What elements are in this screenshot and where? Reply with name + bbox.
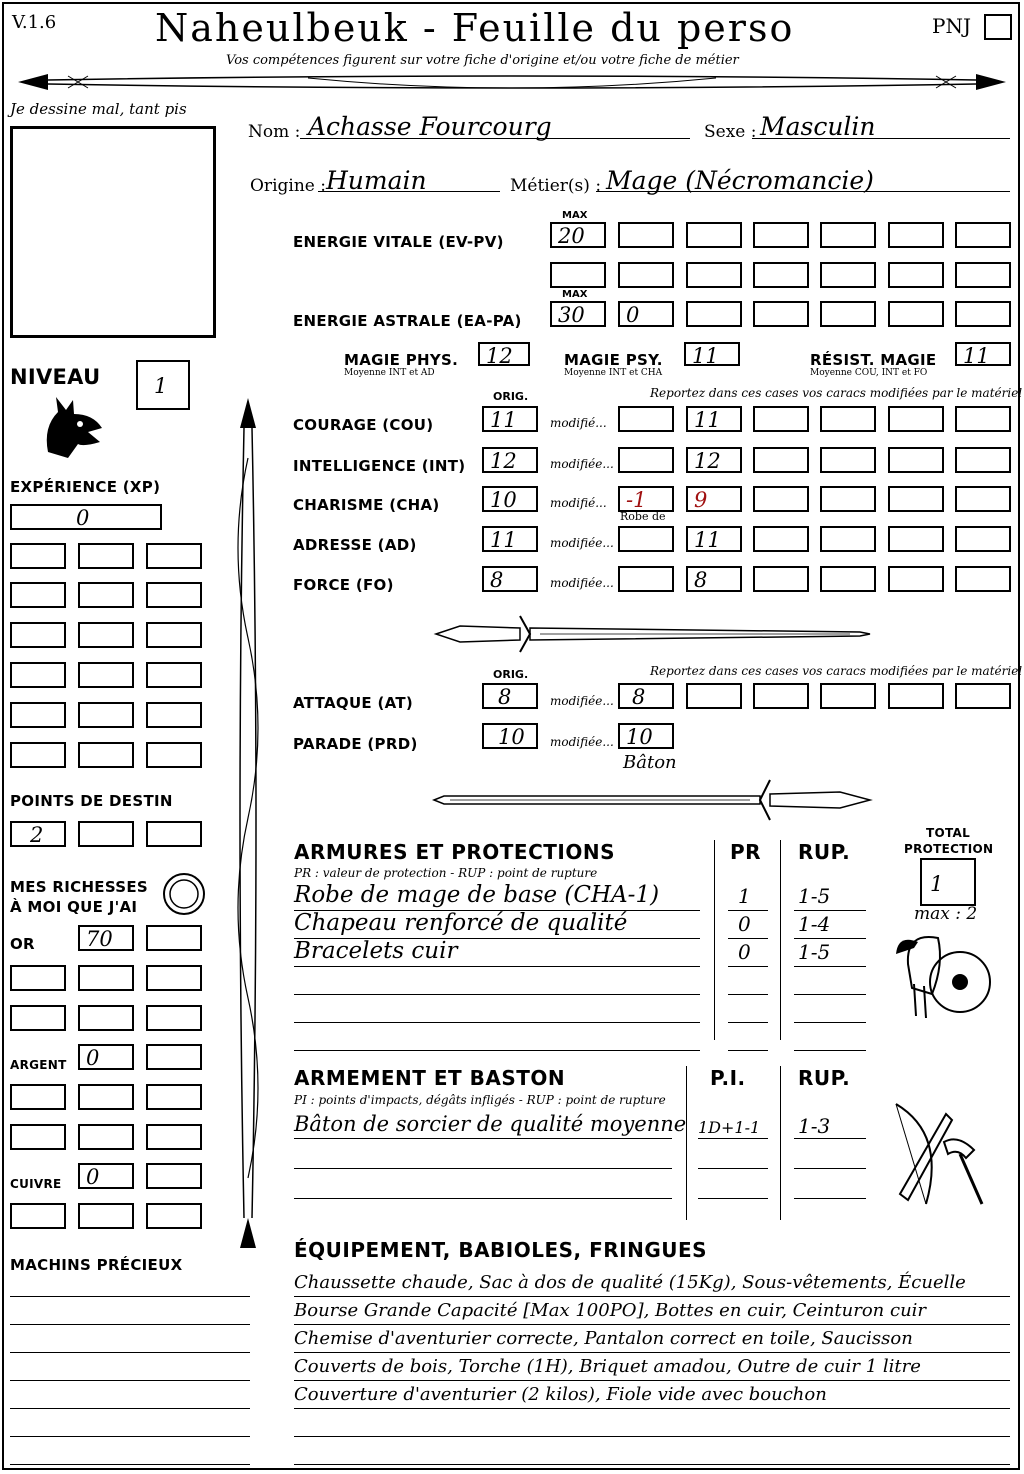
carac-extra-box[interactable] <box>955 447 1011 473</box>
arme-name-line <box>294 1138 672 1139</box>
at-mod-box[interactable]: 8 <box>618 683 674 709</box>
at-extra-box[interactable] <box>753 683 809 709</box>
armure-rup: 1-5 <box>798 940 831 964</box>
prd-label: PARADE (PRD) <box>293 735 418 753</box>
destin-box-2[interactable] <box>78 821 134 847</box>
nom-value[interactable]: Achasse Fourcourg <box>308 112 552 141</box>
armures-divider-1 <box>714 840 715 1040</box>
pnj-label: PNJ <box>932 14 971 38</box>
xp-box[interactable] <box>146 662 202 688</box>
caracs-orig-label: ORIG. <box>493 390 529 403</box>
xp-box[interactable] <box>10 622 66 648</box>
carac-extra-box[interactable] <box>888 486 944 512</box>
magie-phys-box[interactable]: 12 <box>478 342 530 366</box>
portrait-box[interactable] <box>10 126 216 338</box>
arme-name: Bâton de sorcier de qualité moyenne <box>294 1112 687 1136</box>
destin-box-1[interactable]: 2 <box>10 821 66 847</box>
xp-box[interactable] <box>146 582 202 608</box>
carac-extra-box[interactable] <box>820 566 876 592</box>
carac-label: ADRESSE (AD) <box>293 536 417 554</box>
equipement-line: Couverture d'aventurier (2 kilos), Fiole vide avec bouchon <box>294 1384 827 1405</box>
cuivre-label: CUIVRE <box>10 1177 62 1191</box>
armure-pr: 0 <box>738 912 751 936</box>
precieux-line <box>10 1436 250 1437</box>
carac-final-box[interactable]: 12 <box>686 447 742 473</box>
xp-box[interactable] <box>78 702 134 728</box>
total-protection-label-2: PROTECTION <box>904 842 994 856</box>
carac-label: COURAGE (COU) <box>293 416 434 434</box>
armure-rup-line <box>794 994 866 995</box>
precieux-line <box>10 1324 250 1325</box>
xp-box[interactable] <box>10 742 66 768</box>
cuivre-box[interactable] <box>78 1203 134 1229</box>
at-extra-box[interactable] <box>888 683 944 709</box>
xp-box[interactable] <box>146 702 202 728</box>
resist-magie-box[interactable]: 11 <box>955 342 1011 366</box>
argent-box[interactable] <box>78 1124 134 1150</box>
carac-extra-box[interactable] <box>955 486 1011 512</box>
dragon-head-icon <box>38 392 108 464</box>
armement-pi-header: P.I. <box>710 1066 746 1090</box>
cuivre-box[interactable] <box>10 1203 66 1229</box>
equipement-underline <box>294 1408 1010 1409</box>
or-box[interactable]: 70 <box>78 925 134 951</box>
magie-phys-note: Moyenne INT et AD <box>344 368 435 378</box>
precieux-line <box>10 1380 250 1381</box>
armure-name-line <box>294 994 700 995</box>
combat-report-note: Reportez dans ces cases vos caracs modifiées par le matériel <box>650 664 1023 678</box>
version-label: V.1.6 <box>12 12 57 33</box>
carac-extra-box[interactable] <box>820 447 876 473</box>
arme-rup-line <box>794 1198 866 1199</box>
total-protection-box[interactable]: 1 <box>920 858 976 906</box>
armure-rup: 1-5 <box>798 884 831 908</box>
or-label: OR <box>10 935 35 953</box>
xp-box[interactable] <box>146 543 202 569</box>
arme-name-line <box>294 1168 672 1169</box>
carac-extra-box[interactable] <box>753 566 809 592</box>
armure-pr-line <box>728 994 768 995</box>
magie-psy-box[interactable]: 11 <box>684 342 740 366</box>
portrait-caption: Je dessine mal, tant pis <box>10 100 187 118</box>
origine-value[interactable]: Humain <box>326 166 427 195</box>
resist-magie-note: Moyenne COU, INT et FO <box>810 368 928 378</box>
nom-label: Nom : <box>248 122 301 142</box>
at-label: ATTAQUE (AT) <box>293 694 414 712</box>
armure-rup: 1-4 <box>798 912 831 936</box>
spear-divider-top <box>8 62 1016 102</box>
or-box[interactable] <box>10 965 66 991</box>
carac-orig-box[interactable]: 11 <box>482 526 538 552</box>
armement-divider-2 <box>780 1066 781 1220</box>
ea-current-box[interactable]: 0 <box>618 301 674 327</box>
precieux-label: MACHINS PRÉCIEUX <box>10 1256 183 1274</box>
magie-psy-label: MAGIE PSY. <box>564 351 663 369</box>
niveau-box[interactable]: 1 <box>136 360 190 410</box>
prd-note: Bâton <box>623 752 677 773</box>
ev-box[interactable] <box>955 262 1011 288</box>
carac-label: INTELLIGENCE (INT) <box>293 457 466 475</box>
cuivre-box[interactable]: 0 <box>78 1163 134 1189</box>
armure-pr: 1 <box>738 884 751 908</box>
arme-pi: 1D+1-1 <box>698 1118 761 1137</box>
arme-rup: 1-3 <box>798 1114 831 1138</box>
armement-title: ARMEMENT ET BASTON <box>294 1066 566 1090</box>
armures-note: PR : valeur de protection - RUP : point de rupture <box>294 866 598 880</box>
or-box[interactable] <box>78 965 134 991</box>
equipement-underline <box>294 1324 1010 1325</box>
resist-magie-label: RÉSIST. MAGIE <box>810 351 937 369</box>
armement-rup-header: RUP. <box>798 1066 851 1090</box>
carac-extra-box[interactable] <box>753 406 809 432</box>
equipement-line: Bourse Grande Capacité [Max 100PO], Bottes en cuir, Ceinturon cuir <box>294 1300 927 1321</box>
equipement-line: Chemise d'aventurier correcte, Pantalon correct en toile, Saucisson <box>294 1328 913 1349</box>
richesses-label-1: MES RICHESSES <box>10 878 149 896</box>
argent-box[interactable] <box>10 1084 66 1110</box>
combat-orig-label: ORIG. <box>493 668 529 681</box>
armement-note: PI : points d'impacts, dégâts infligés - RUP : point de rupture <box>294 1093 666 1107</box>
ev-box[interactable] <box>618 262 674 288</box>
at-extra-box[interactable] <box>686 683 742 709</box>
metier-value[interactable]: Mage (Nécromancie) <box>606 166 874 195</box>
carac-orig-box[interactable]: 10 <box>482 486 538 512</box>
carac-extra-box[interactable] <box>955 526 1011 552</box>
sexe-line <box>752 138 1010 139</box>
sword-decoration-2 <box>430 774 874 826</box>
ev-box[interactable] <box>753 222 809 248</box>
equipement-underline <box>294 1352 1010 1353</box>
carac-mod-box[interactable] <box>618 447 674 473</box>
armure-pr-line <box>728 966 768 967</box>
helmet-shield-icon <box>888 924 994 1028</box>
equipement-underline <box>294 1464 1010 1465</box>
carac-orig-box[interactable]: 12 <box>482 447 538 473</box>
carac-extra-box[interactable] <box>753 447 809 473</box>
carac-final-box[interactable]: 11 <box>686 406 742 432</box>
carac-extra-box[interactable] <box>888 566 944 592</box>
equipement-underline <box>294 1380 1010 1381</box>
carac-extra-box[interactable] <box>955 566 1011 592</box>
carac-final-box[interactable]: 9 <box>686 486 742 512</box>
ea-box[interactable] <box>888 301 944 327</box>
carac-extra-box[interactable] <box>888 406 944 432</box>
armure-name-line <box>294 1050 700 1051</box>
ev-max-box[interactable]: 20 <box>550 222 606 248</box>
xp-box[interactable] <box>78 582 134 608</box>
carac-final-box[interactable]: 8 <box>686 566 742 592</box>
pnj-checkbox[interactable] <box>984 14 1012 40</box>
at-extra-box[interactable] <box>955 683 1011 709</box>
carac-extra-box[interactable] <box>753 526 809 552</box>
arme-rup-line <box>794 1168 866 1169</box>
xp-box[interactable] <box>146 742 202 768</box>
argent-label: ARGENT <box>10 1058 67 1072</box>
argent-box[interactable] <box>78 1084 134 1110</box>
sheet-subtitle: Vos compétences figurent sur votre fiche d'origine et/ou votre fiche de métier <box>226 53 739 68</box>
xp-box[interactable] <box>146 622 202 648</box>
armures-rup-header: RUP. <box>798 840 851 864</box>
armure-pr-line <box>728 1022 768 1023</box>
carac-mod-box[interactable] <box>618 406 674 432</box>
arme-name-line <box>294 1198 672 1199</box>
argent-box[interactable] <box>10 1124 66 1150</box>
armure-rup-line <box>794 1022 866 1023</box>
carac-mod-box[interactable]: -1 <box>618 486 674 512</box>
carac-extra-box[interactable] <box>820 406 876 432</box>
ea-max-box[interactable]: 30 <box>550 301 606 327</box>
armure-name: Robe de mage de base (CHA-1) <box>294 882 660 908</box>
ev-box[interactable] <box>820 222 876 248</box>
or-box[interactable] <box>78 1005 134 1031</box>
carac-mod-label: modifié... <box>550 496 607 510</box>
carac-extra-box[interactable] <box>753 486 809 512</box>
xp-box[interactable] <box>78 543 134 569</box>
ev-box[interactable] <box>888 222 944 248</box>
xp-box[interactable] <box>78 742 134 768</box>
argent-box-2[interactable] <box>146 1044 202 1070</box>
precieux-line <box>10 1408 250 1409</box>
xp-box[interactable]: 0 <box>10 504 162 530</box>
precieux-line <box>10 1352 250 1353</box>
nom-line <box>300 138 690 139</box>
or-box[interactable] <box>10 1005 66 1031</box>
ea-box[interactable] <box>820 301 876 327</box>
equipement-line: Chaussette chaude, Sac à dos de qualité (15Kg), Sous-vêtements, Écuelle <box>294 1272 966 1293</box>
armement-divider-1 <box>686 1066 687 1220</box>
carac-final-box[interactable]: 11 <box>686 526 742 552</box>
at-extra-box[interactable] <box>820 683 876 709</box>
equipement-title: ÉQUIPEMENT, BABIOLES, FRINGUES <box>294 1238 708 1262</box>
cuivre-box-2[interactable] <box>146 1163 202 1189</box>
argent-box[interactable] <box>146 1084 202 1110</box>
carac-mod-box[interactable] <box>618 566 674 592</box>
ev-box[interactable] <box>686 262 742 288</box>
equipement-underline <box>294 1436 1010 1437</box>
carac-label: CHARISME (CHA) <box>293 496 440 514</box>
armure-pr: 0 <box>738 940 751 964</box>
xp-box[interactable] <box>10 662 66 688</box>
at-orig-box[interactable]: 8 <box>482 683 538 709</box>
arme-pi-line <box>698 1138 768 1139</box>
niveau-label: NIVEAU <box>10 365 101 389</box>
xp-box[interactable] <box>10 582 66 608</box>
ea-box[interactable] <box>753 301 809 327</box>
or-box-2[interactable] <box>146 925 202 951</box>
xp-box[interactable] <box>78 622 134 648</box>
xp-label: EXPÉRIENCE (XP) <box>10 478 161 496</box>
cuivre-box[interactable] <box>146 1203 202 1229</box>
armure-pr-line <box>728 910 768 911</box>
origine-label: Origine : <box>250 176 326 196</box>
prd-orig-box[interactable]: 10 <box>482 723 538 749</box>
armure-name: Bracelets cuir <box>294 938 458 964</box>
armure-rup-line <box>794 938 866 939</box>
magie-phys-label: MAGIE PHYS. <box>344 351 459 369</box>
ev-box[interactable] <box>820 262 876 288</box>
armure-rup-line <box>794 1050 866 1051</box>
ev-box[interactable] <box>888 262 944 288</box>
armure-rup-line <box>794 910 866 911</box>
carac-extra-box[interactable] <box>888 447 944 473</box>
armures-pr-header: PR <box>730 840 762 864</box>
arme-pi-line <box>698 1168 768 1169</box>
ev-label: ENERGIE VITALE (EV-PV) <box>293 233 504 251</box>
carac-extra-box[interactable] <box>820 486 876 512</box>
sexe-value[interactable]: Masculin <box>760 112 876 141</box>
armure-rup-line <box>794 966 866 967</box>
at-mod-label: modifiée... <box>550 694 614 708</box>
ev-box[interactable] <box>550 262 606 288</box>
ea-box[interactable] <box>686 301 742 327</box>
or-box[interactable] <box>146 965 202 991</box>
metier-label: Métier(s) : <box>510 176 602 196</box>
carac-mod-label: modifiée... <box>550 536 614 550</box>
sheet-title: Naheulbeuk - Feuille du perso <box>155 6 795 50</box>
ev-box[interactable] <box>618 222 674 248</box>
armure-pr-line <box>728 938 768 939</box>
carac-extra-box[interactable] <box>888 526 944 552</box>
ea-max-label: MAX <box>562 289 588 300</box>
armure-pr-line <box>728 1050 768 1051</box>
xp-box[interactable] <box>10 702 66 728</box>
equipement-line: Couverts de bois, Torche (1H), Briquet amadou, Outre de cuir 1 litre <box>294 1356 921 1377</box>
ev-max-label: MAX <box>562 210 588 221</box>
ea-box[interactable] <box>955 301 1011 327</box>
precieux-line <box>10 1464 250 1465</box>
arme-rup-line <box>794 1138 866 1139</box>
armure-name-line <box>294 966 700 967</box>
or-box[interactable] <box>146 1005 202 1031</box>
carac-extra-box[interactable] <box>955 406 1011 432</box>
richesses-label-2: À MOI QUE J'AI <box>10 898 138 916</box>
caracs-report-note: Reportez dans ces cases vos caracs modifiées par le matériel <box>650 386 1023 400</box>
xp-box[interactable] <box>10 543 66 569</box>
ev-box[interactable] <box>686 222 742 248</box>
prd-mod-box[interactable]: 10 <box>618 723 674 749</box>
prd-mod-label: modifiée... <box>550 735 614 749</box>
total-protection-label-1: TOTAL <box>926 826 971 840</box>
ev-box[interactable] <box>753 262 809 288</box>
xp-box[interactable] <box>78 662 134 688</box>
carac-mod-label: modifiée... <box>550 457 614 471</box>
destin-label: POINTS DE DESTIN <box>10 792 173 810</box>
carac-orig-box[interactable]: 11 <box>482 406 538 432</box>
sword-decoration-1 <box>430 610 874 658</box>
carac-label: FORCE (FO) <box>293 576 394 594</box>
weapons-icon <box>886 1094 994 1216</box>
total-protection-max: max : 2 <box>914 904 978 924</box>
sexe-label: Sexe : <box>704 122 757 142</box>
carac-extra-box[interactable] <box>820 526 876 552</box>
carac-mod-note: Robe de <box>620 510 666 523</box>
metier-line <box>596 191 1010 192</box>
carac-orig-box[interactable]: 8 <box>482 566 538 592</box>
argent-box[interactable]: 0 <box>78 1044 134 1070</box>
carac-mod-label: modifié... <box>550 416 607 430</box>
armure-name-line <box>294 1022 700 1023</box>
magie-psy-note: Moyenne INT et CHA <box>564 368 663 378</box>
equipement-underline <box>294 1296 1010 1297</box>
vertical-spear-decoration <box>226 398 270 1248</box>
ea-label: ENERGIE ASTRALE (EA-PA) <box>293 312 522 330</box>
carac-mod-box[interactable] <box>618 526 674 552</box>
carac-mod-label: modifiée... <box>550 576 614 590</box>
argent-box[interactable] <box>146 1124 202 1150</box>
arme-pi-line <box>698 1198 768 1199</box>
destin-box-3[interactable] <box>146 821 202 847</box>
armures-divider-2 <box>780 840 781 1040</box>
ev-box[interactable] <box>955 222 1011 248</box>
coin-icon <box>162 872 206 916</box>
origine-line <box>318 191 500 192</box>
precieux-line <box>10 1296 250 1297</box>
armures-title: ARMURES ET PROTECTIONS <box>294 840 615 864</box>
armure-name: Chapeau renforcé de qualité <box>294 910 628 936</box>
